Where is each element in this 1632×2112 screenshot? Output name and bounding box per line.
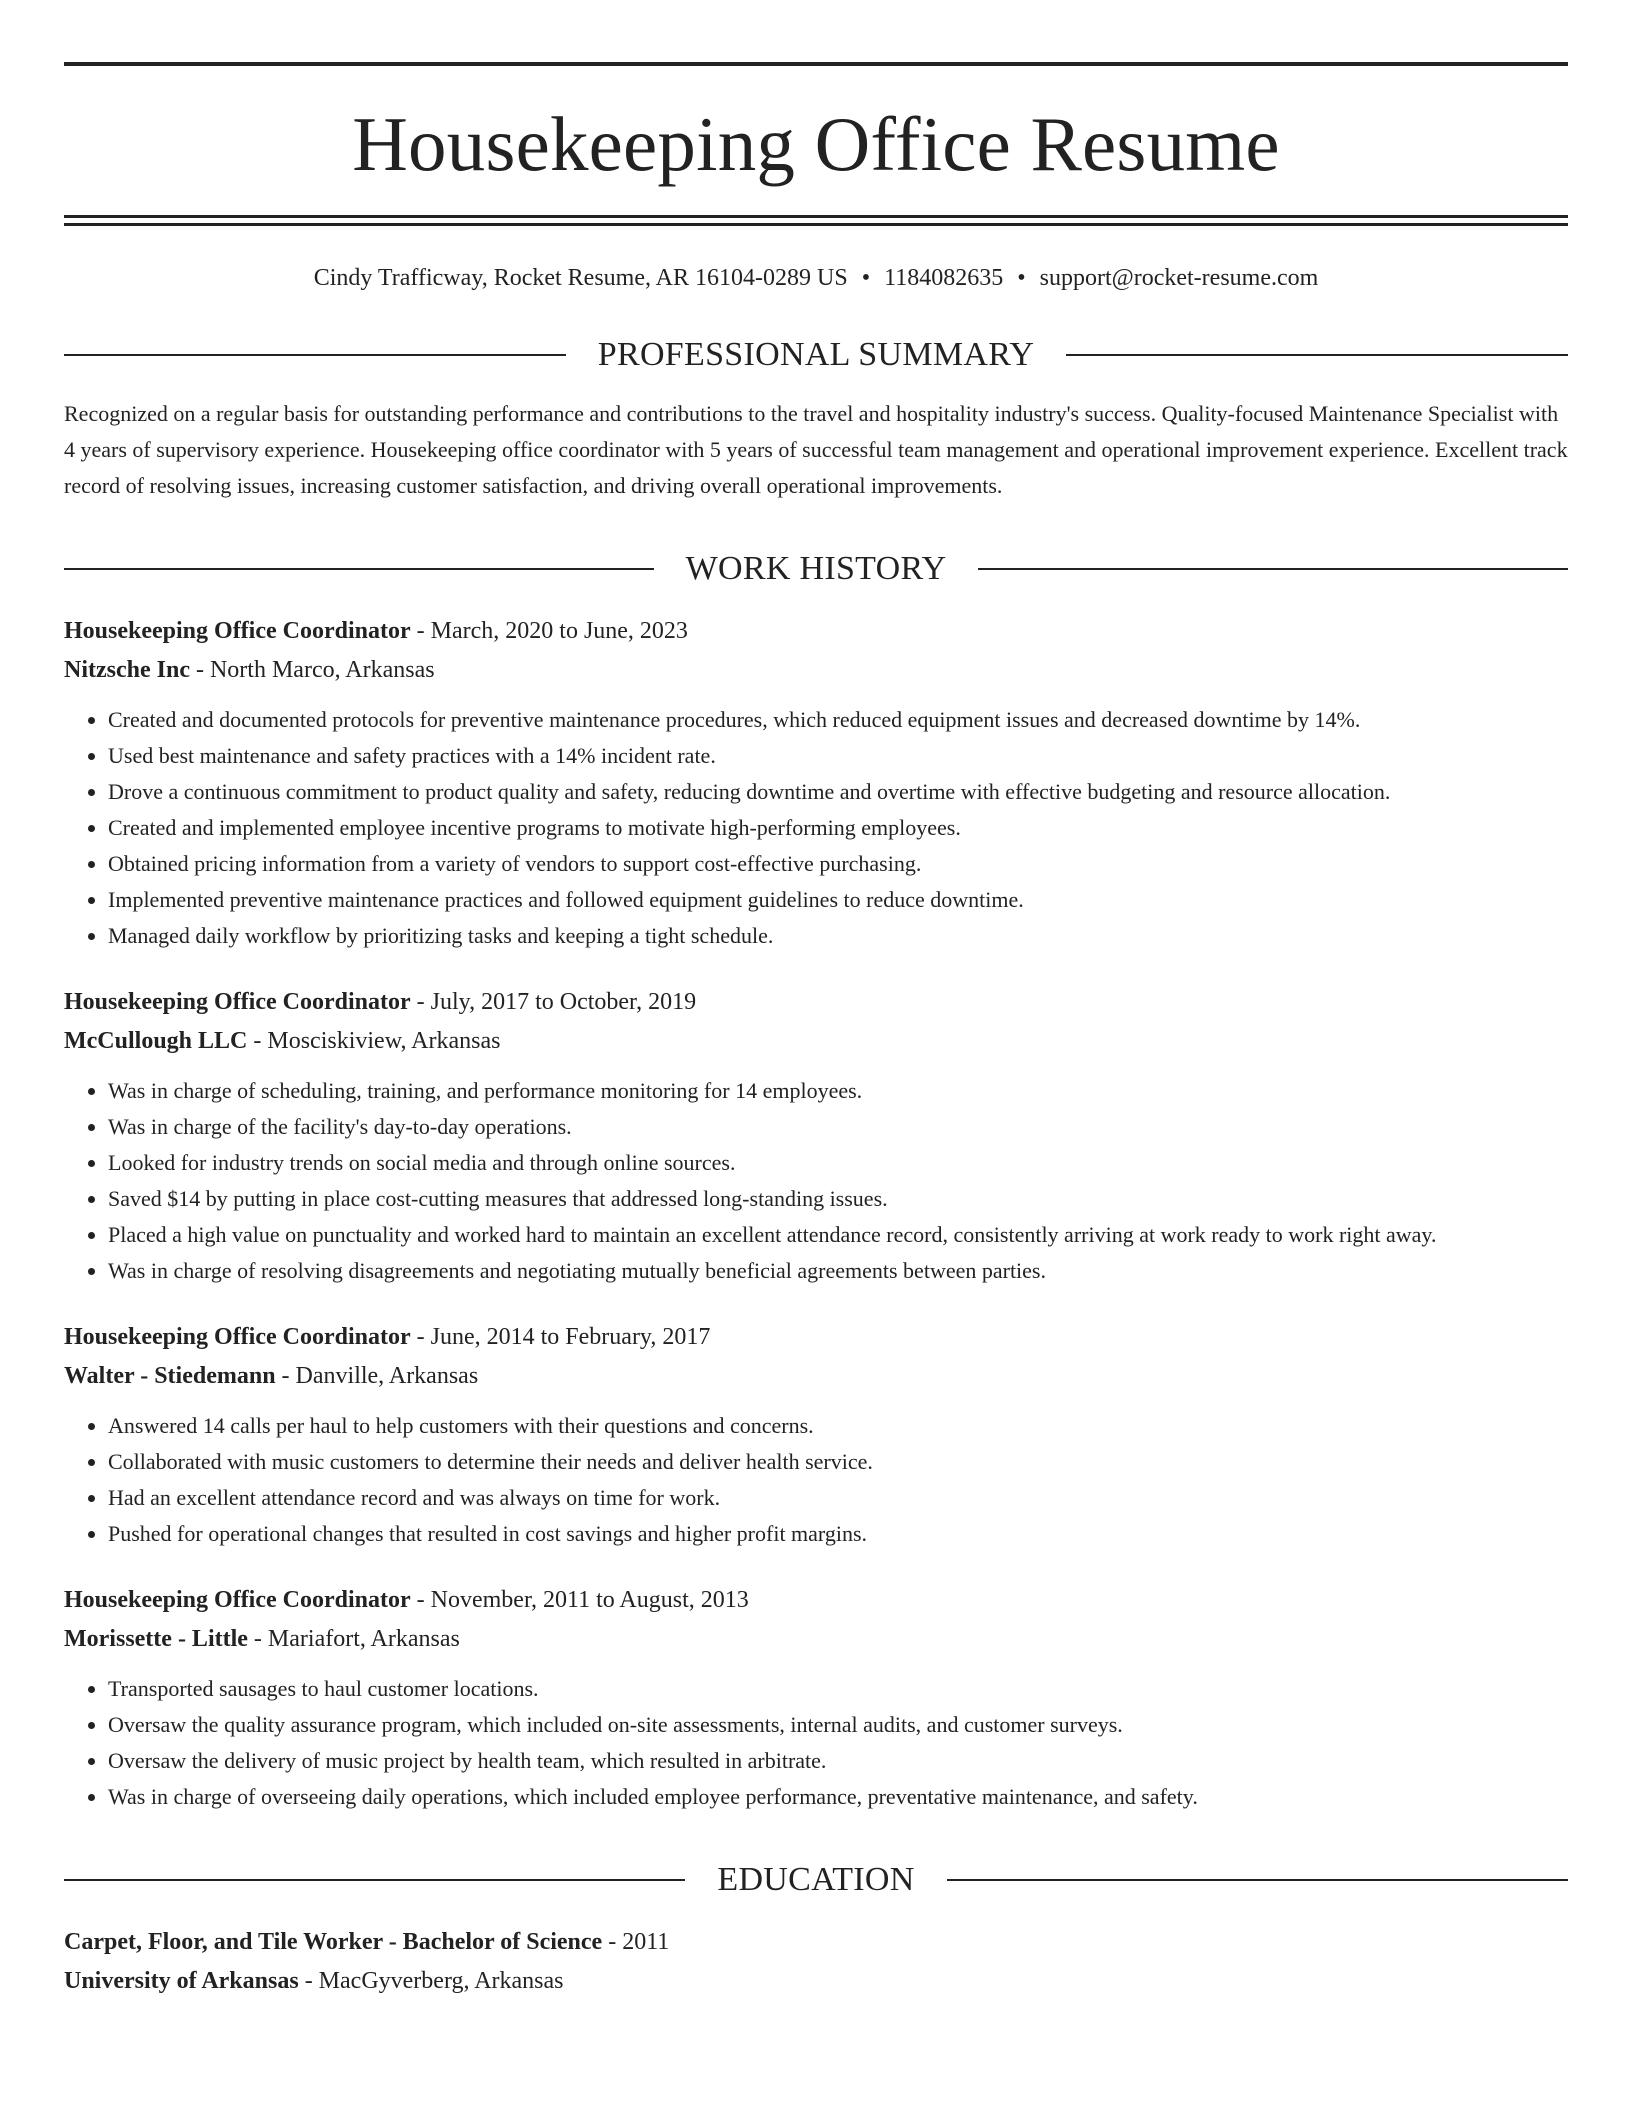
job-dates: - March, 2020 to June, 2023 [410, 618, 688, 644]
job-location: - Mosciskiview, Arkansas [247, 1028, 501, 1054]
education-location: - MacGyverberg, Arkansas [298, 1968, 564, 1994]
list-item: • Managed daily workflow by prioritizing tasks and keeping a tight schedule. [108, 918, 1568, 954]
section-rule [64, 568, 654, 570]
job-title-line [64, 1318, 1568, 1357]
summary-text: Recognized on a regular basis for outstanding performance and contributions to the travel and hospitality industry's success. Quality-focused Maintenance Specialist with 4 years of supervisory experience. Housekeeping office coordinator with 5 years of successful team management and operational improvement experience. Excellent track record of resolving issues, increasing customer satisfaction, and driving overall operational improvements. [64, 401, 1568, 498]
list-item: • Pushed for operational changes that resulted in cost savings and higher profit margins. [108, 1516, 1568, 1552]
top-rule [64, 62, 1568, 66]
work-history [64, 612, 1568, 1815]
job-title: Housekeeping Office Coordinator [64, 989, 411, 1015]
section-rule [1066, 354, 1568, 356]
list-item: • Was in charge of resolving disagreements and negotiating mutually beneficial agreements between parties. [108, 1253, 1568, 1289]
section-rule [64, 1879, 685, 1881]
job-company: McCullough LLC [64, 1028, 248, 1054]
list-item: • Obtained pricing information from a variety of vendors to support cost-effective purchasing. [108, 846, 1568, 882]
job-title: Housekeeping Office Coordinator [64, 618, 411, 644]
title-double-rule [64, 215, 1568, 226]
list-item: • Placed a high value on punctuality and worked hard to maintain an excellent attendance record, consistently arriving at work ready to work right away. [108, 1217, 1568, 1253]
section-title: WORK HISTORY [685, 550, 947, 587]
list-item: • Created and implemented employee incentive programs to motivate high-performing employees. [108, 810, 1568, 846]
job-company-line [64, 651, 1568, 690]
contact-separator: • [861, 265, 871, 291]
job-location: - Danville, Arkansas [275, 1363, 479, 1389]
job-title-line [64, 612, 1568, 651]
education-school: University of Arkansas [64, 1968, 299, 1994]
list-item: • Had an excellent attendance record and was always on time for work. [108, 1480, 1568, 1516]
job-bullets [64, 702, 1568, 954]
job-dates: - November, 2011 to August, 2013 [410, 1587, 749, 1613]
list-item: • Transported sausages to haul customer locations. [108, 1671, 1568, 1707]
job-company: Morissette - Little [64, 1626, 248, 1652]
job-entry [64, 1318, 1568, 1552]
list-item: • Was in charge of scheduling, training, and performance monitoring for 14 employees. [108, 1073, 1568, 1109]
job-company-line [64, 1357, 1568, 1396]
section-title: PROFESSIONAL SUMMARY [597, 336, 1035, 373]
contact-email: support@rocket-resume.com [1039, 265, 1319, 291]
section-heading-summary [64, 338, 1568, 372]
list-item: • Created and documented protocols for preventive maintenance procedures, which reduced equipment issues and decreased downtime by 14%. [108, 702, 1568, 738]
list-item: • Saved $14 by putting in place cost-cutting measures that addressed long-standing issues. [108, 1181, 1568, 1217]
education-school-line [64, 1962, 1568, 2001]
section-heading-education [64, 1863, 1568, 1897]
education-degree-line [64, 1923, 1568, 1962]
job-bullets [64, 1671, 1568, 1815]
job-title-line [64, 1581, 1568, 1620]
education-entry [64, 1923, 1568, 2001]
section-rule [947, 1879, 1568, 1881]
list-item: • Used best maintenance and safety practices with a 14% incident rate. [108, 738, 1568, 774]
list-item: • Oversaw the delivery of music project by health team, which resulted in arbitrate. [108, 1743, 1568, 1779]
job-entry [64, 1581, 1568, 1815]
list-item: • Drove a continuous commitment to product quality and safety, reducing downtime and overtime with effective budgeting and resource allocation. [108, 774, 1568, 810]
job-bullets [64, 1408, 1568, 1552]
list-item: • Collaborated with music customers to determine their needs and deliver health service. [108, 1444, 1568, 1480]
list-item: • Oversaw the quality assurance program, which included on-site assessments, internal audits, and customer surveys. [108, 1707, 1568, 1743]
education-degree: Carpet, Floor, and Tile Worker - Bachelor of Science [64, 1929, 603, 1955]
job-title-line [64, 983, 1568, 1022]
list-item: • Implemented preventive maintenance practices and followed equipment guidelines to reduce downtime. [108, 882, 1568, 918]
section-rule [978, 568, 1568, 570]
job-dates: - June, 2014 to February, 2017 [410, 1324, 711, 1350]
section-heading-work [64, 552, 1568, 586]
job-company-line [64, 1022, 1568, 1061]
contact-address: Cindy Trafficway, Rocket Resume, AR 16104-0289 US [313, 265, 848, 291]
job-company: Nitzsche Inc [64, 657, 190, 683]
job-entry [64, 983, 1568, 1289]
job-entry [64, 612, 1568, 954]
section-rule [64, 354, 566, 356]
job-company-line [64, 1620, 1568, 1659]
job-title: Housekeeping Office Coordinator [64, 1324, 411, 1350]
list-item: • Was in charge of overseeing daily operations, which included employee performance, preventative maintenance, and safety. [108, 1779, 1568, 1815]
job-location: - North Marco, Arkansas [189, 657, 435, 683]
list-item: • Looked for industry trends on social media and through online sources. [108, 1145, 1568, 1181]
job-bullets [64, 1073, 1568, 1289]
contact-phone: 1184082635 [884, 265, 1004, 291]
job-company: Walter - Stiedemann [64, 1363, 276, 1389]
education-year: - 2011 [602, 1929, 670, 1955]
contact-separator: • [1017, 265, 1026, 291]
page-title: Housekeeping Office Resume [352, 101, 1280, 187]
job-title: Housekeeping Office Coordinator [64, 1587, 411, 1613]
list-item: • Answered 14 calls per haul to help customers with their questions and concerns. [108, 1408, 1568, 1444]
job-dates: - July, 2017 to October, 2019 [410, 989, 697, 1015]
contact-line [64, 266, 1568, 290]
list-item: • Was in charge of the facility's day-to-day operations. [108, 1109, 1568, 1145]
job-location: - Mariafort, Arkansas [247, 1626, 460, 1652]
section-title: EDUCATION [717, 1861, 915, 1898]
